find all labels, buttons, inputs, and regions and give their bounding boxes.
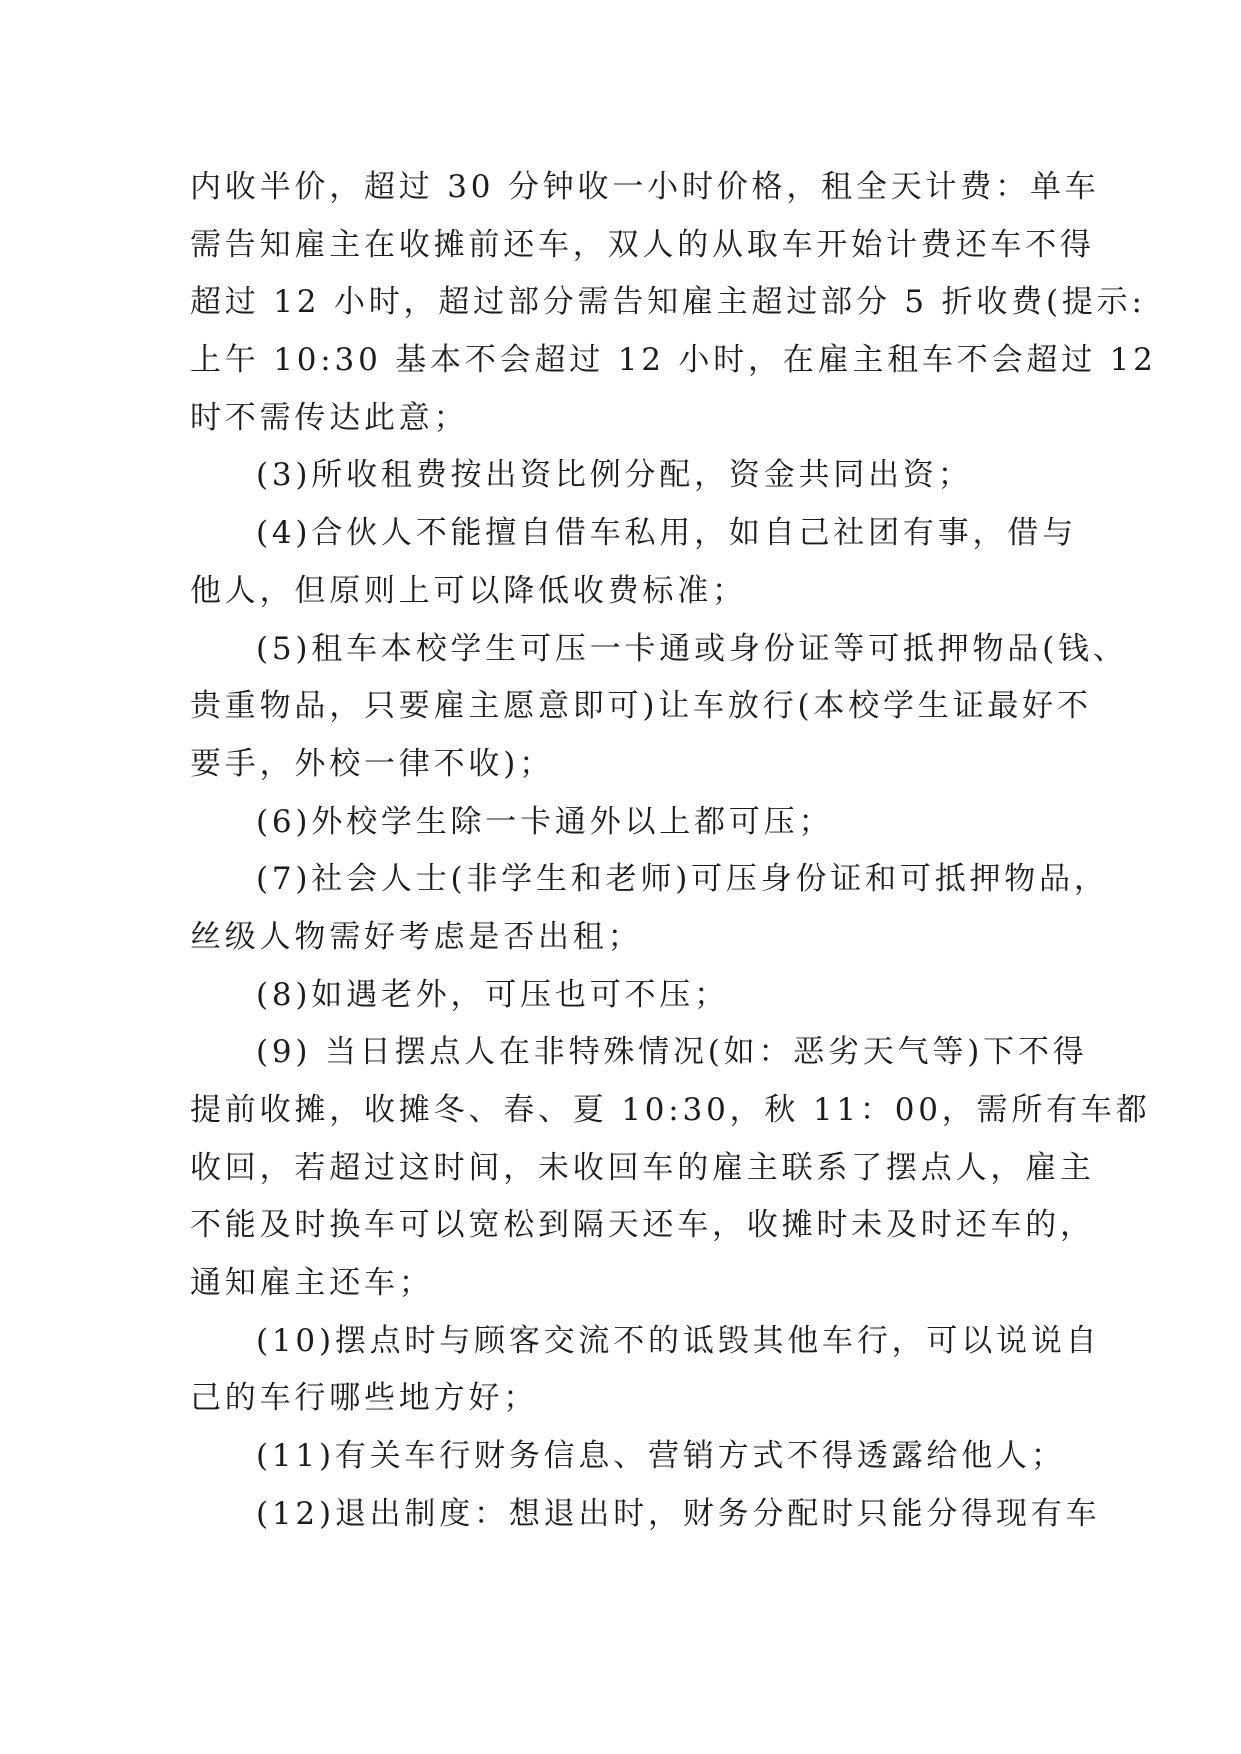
text-line: 时不需传达此意； <box>190 399 469 436</box>
text-line: 丝级人物需好考虑是否出租； <box>190 918 643 955</box>
clause-3: (3)所收租费按出资比例分配，资金共同出资； <box>256 457 973 494</box>
clause-4: (4)合伙人不能擅自借车私用，如自己社团有事，借与 <box>256 515 1077 552</box>
clause-9: (9) 当日摆点人在非特殊情况(如：恶劣天气等)下不得 <box>256 1034 1088 1071</box>
text-line: 要手，外校一律不收)； <box>190 745 554 782</box>
document-body <box>190 159 1157 1544</box>
clause-7: (7)社会人士(非学生和老师)可压身份证和可抵押物品， <box>256 861 1109 898</box>
text-line: 不能及时换车可以宽松到隔天还车，收摊时未及时还车的， <box>190 1207 1095 1244</box>
clause-8: (8)如遇老外，可压也可不压； <box>256 976 729 1013</box>
text-line: 他人，但原则上可以降低收费标准； <box>190 572 747 609</box>
clause-5: (5)租车本校学生可压一卡通或身份证等可抵押物品(钱、 <box>256 630 1128 667</box>
clause-10: (10)摆点时与顾客交流不的诋毁其他车行，可以说说自 <box>256 1322 1101 1359</box>
text-line: 通知雇主还车； <box>190 1265 434 1302</box>
text-line: 己的车行哪些地方好； <box>190 1380 538 1417</box>
text-line: 内收半价，超过 30 分钟收一小时价格，租全天计费：单车 <box>190 169 1100 205</box>
text-line: 贵重物品，只要雇主愿意即可)让车放行(本校学生证最好不 <box>190 688 1092 725</box>
clause-11: (11)有关车行财务信息、营销方式不得透露给他人； <box>256 1438 1066 1475</box>
text-line: 超过 12 小时，超过部分需告知雇主超过部分 5 折收费(提示: <box>190 284 1146 321</box>
text-line: 提前收摊，收摊冬、春、夏 10:30，秋 11：00，需所有车都 <box>190 1092 1151 1128</box>
clause-12: (12)退出制度：想退出时，财务分配时只能分得现有车 <box>256 1495 1101 1532</box>
text-line: 收回，若超过这时间，未收回车的雇主联系了摆点人，雇主 <box>190 1149 1095 1186</box>
text-line: 上午 10:30 基本不会超过 12 小时，在雇主租车不会超过 12 <box>190 342 1157 379</box>
text-line: 需告知雇主在收摊前还车，双人的从取车开始计费还车不得 <box>190 226 1095 263</box>
clause-6: (6)外校学生除一卡通外以上都可压； <box>256 803 834 840</box>
